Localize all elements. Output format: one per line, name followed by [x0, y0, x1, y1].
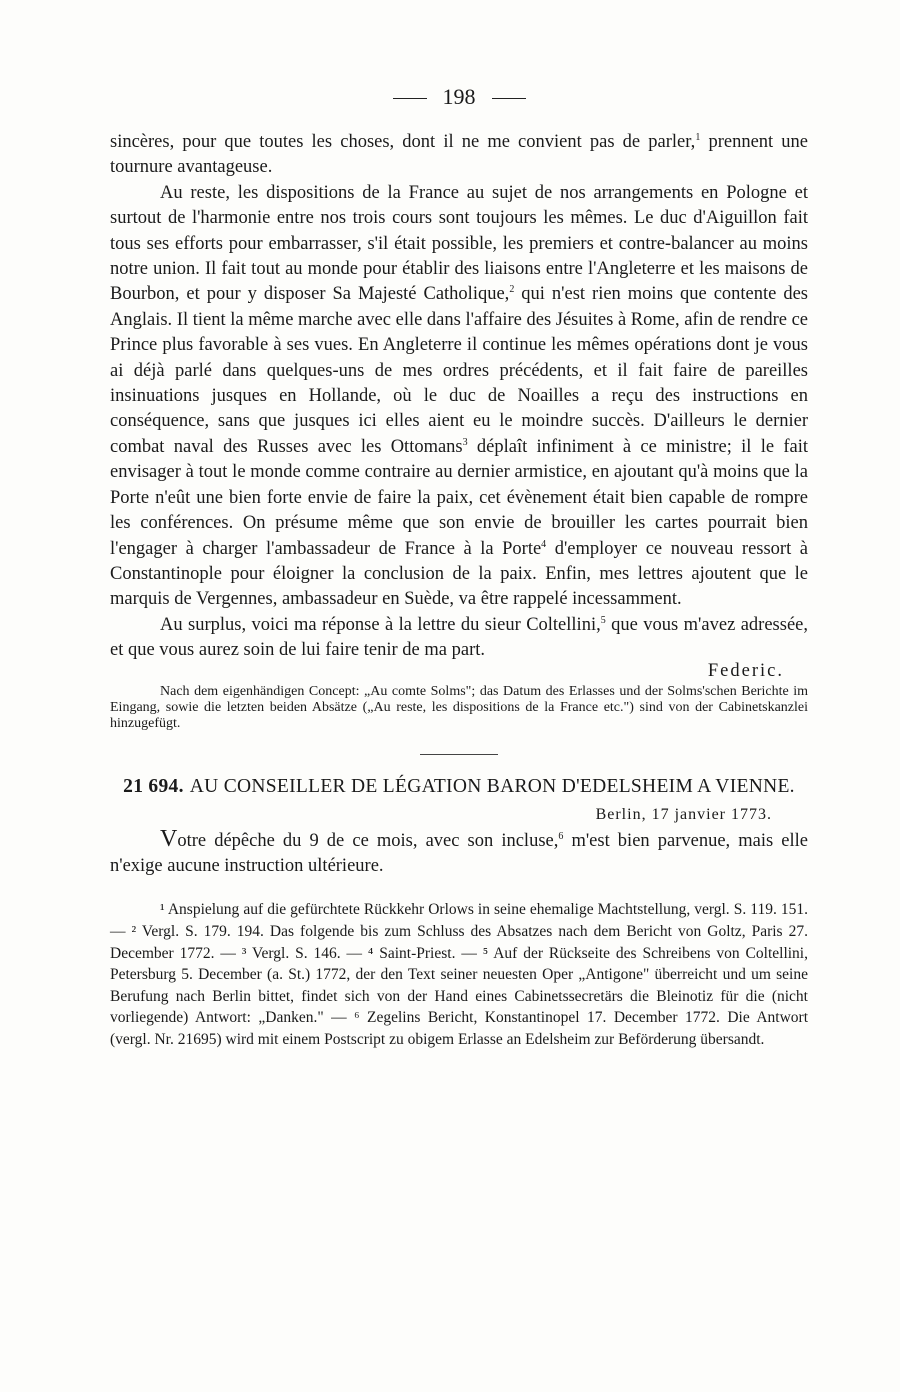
page-header: [110, 84, 808, 110]
paragraph: [110, 613, 808, 664]
footnote-text: ¹ Anspielung auf die gefürchtete Rückkehr Orlows in seine ehemalige Machtstellung, vergl. S. 119. 151. — ² Vergl. S. 179. 194. Das folgende bis zum Schluss des Absatzes nach dem Bericht von Goltz, Paris 27. December 1772. — ³ Vergl. S. 146. — ⁴ Saint-Priest. — ⁵ Auf der Rückseite des Schreibens von Coltellini, Petersburg 5. December (a. St.) 1772, der den Text seiner neuesten Oper „Antigone" überreicht und um seine Berufung nach Berlin bittet, findet sich von der Hand eines Cabinetssecretärs die Bleinotiz für die (nicht vorliegende) Antwort: „Danken." — ⁶ Zegelins Bericht, Konstantinopel 17. December 1772. Die Antwort (vergl. Nr. 21695) wird mit einem Postscript zu obigem Erlasse an Edelsheim zur Beförderung übersandt.: [110, 901, 808, 1048]
text-run: Au reste, les dispositions de la France au sujet de nos arrangements en Pologne et surtout de l'harmonie entre nos trois cours sont toujours les mêmes. Le duc d'Aiguillon fait tous ses efforts pour embarrasser, s'il était possible, les premiers et contre-balancer au moins notre union. Il fait tout au monde pour établir des liaisons entre l'Angleterre et les maisons de Bourbon, et pour y disposer Sa Majesté Catholique,: [110, 182, 808, 305]
main-text: [110, 130, 808, 1051]
footnote-ref: 4: [541, 538, 547, 550]
paragraph: [110, 181, 808, 613]
footnotes: [110, 899, 808, 1050]
paragraph: [110, 827, 808, 880]
document-heading: [110, 775, 808, 799]
footnote-ref: 6: [558, 830, 564, 842]
text-run: qui n'est rien moins que contente des Anglais. Il tient la même marche avec elle dans l'affaire des Jésuites à Rome, afin de rendre ce Prince plus favorable à ses vues. En Angleterre il continue les mêmes opérations dont je vous ai déjà parlé dans quelques-uns de mes ordres précédents, et il fait faire de pareilles insinuations jusques en Hollande, où le duc de Noailles a reçu des instructions en conséquence, sans que jusques ici elles aient eu le moindre succès. D'ailleurs le dernier combat naval des Russes avec les Ottomans: [110, 284, 808, 457]
text-run: Au surplus, voici ma réponse à la lettre du sieur Coltellini,: [160, 614, 601, 635]
dateline: Berlin, 17 janvier 1773.: [595, 805, 772, 823]
header-dash-right: [492, 98, 526, 99]
letter-body: [110, 827, 808, 880]
source-note: [110, 684, 808, 732]
text-run: prennent une tournure avantageuse.: [110, 132, 809, 178]
footnote-ref: 5: [600, 614, 606, 626]
paragraph: [110, 130, 808, 181]
initial-letter: V: [160, 825, 178, 852]
text-run: que vous m'avez adressée, et que vous aurez soin de lui faire tenir de ma part.: [110, 614, 808, 661]
footnote-ref: 3: [462, 436, 468, 448]
document-title: AU CONSEILLER DE LÉGATION BARON D'EDELSHEIM A VIENNE.: [189, 775, 795, 797]
footnote-ref: 2: [509, 284, 515, 296]
text-run: sincères, pour que toutes les choses, dont il ne me convient pas de parler,: [110, 132, 696, 152]
footnote-ref: 1: [695, 132, 701, 143]
page-number: 198: [442, 84, 476, 109]
header-dash-left: [393, 98, 427, 99]
source-note-text: Nach dem eigenhändigen Concept: „Au comte Solms"; das Datum des Erlasses und der Solms'schen Berichte im Eingang, sowie die letzten beiden Absätze („Au reste, les dispositions de la France etc.") sind von der Cabinetskanzlei hinzugefügt.: [110, 683, 808, 731]
text-run: otre dépêche du 9 de ce mois, avec son incluse,: [177, 830, 559, 851]
text-run: déplaît infiniment à ce ministre; il le fait envisager à tout le monde comme contraire au dernier armistice, en ajoutant qu'à moins que la Porte n'eût une bien forte envie de faire la paix, cet évènement était bien capable de rompre les conférences. On présume même que son envie de brouiller les cartes pourrait bien l'engager à charger l'ambassadeur de France à la Porte: [110, 436, 808, 559]
section-divider: [420, 754, 498, 755]
text-run: d'employer ce nouveau ressort à Constantinople pour éloigner la conclusion de la paix. Enfin, mes lettres ajoutent que le marquis de Vergennes, ambassadeur en Suède, va être rappelé incessamment.: [110, 538, 808, 610]
document-number: 21 694.: [123, 775, 184, 797]
signature: Federic.: [707, 660, 784, 681]
text-run: m'est bien parvenue, mais elle n'exige aucune instruction ultérieure.: [110, 830, 808, 876]
